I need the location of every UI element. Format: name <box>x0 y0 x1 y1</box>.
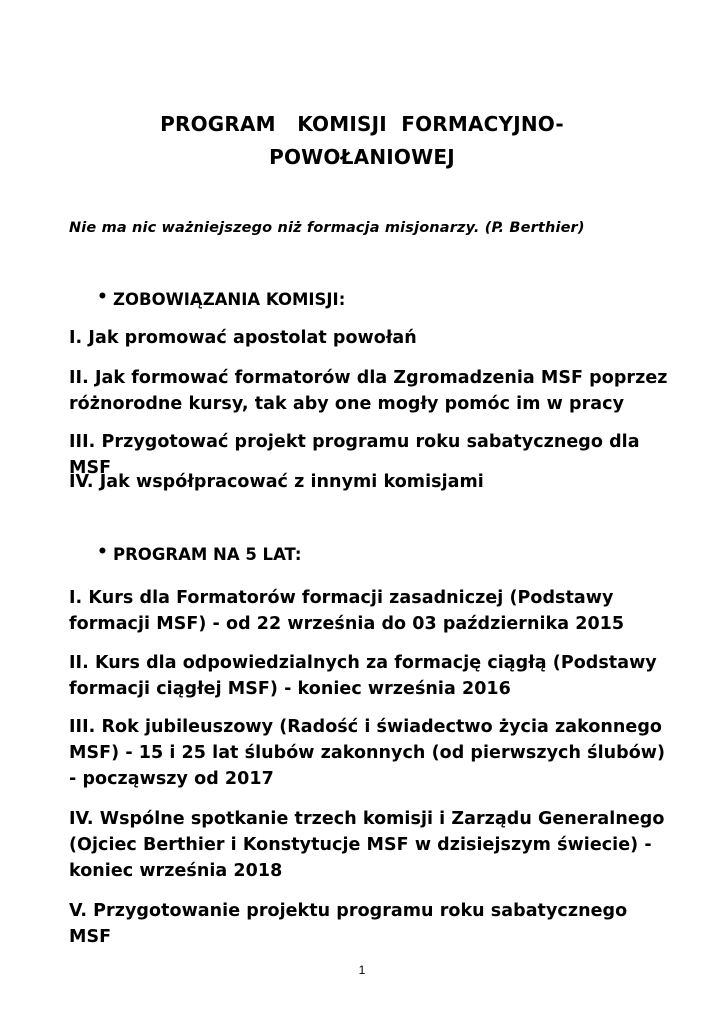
title-line-2: POWOŁANIOWEJ <box>269 145 455 169</box>
document-title <box>60 108 664 174</box>
bullet-icon: • <box>97 542 108 562</box>
program-item-4: IV. Wspólne spotkanie trzech komisji i Zarządu Generalnego (Ojciec Berthier i Konstytucje MSF w dzisiejszym świecie) - koniec września 2018 <box>69 809 665 881</box>
obligation-item-2: II. Jak formować formatorów dla Zgromadzenia MSF poprzez różnorodne kursy, tak aby one mogły pomóc im w pracy <box>69 368 668 414</box>
section-heading-program-label: PROGRAM NA 5 LAT: <box>113 545 302 564</box>
bullet-icon: • <box>97 287 108 307</box>
section-heading-program <box>97 544 302 566</box>
title-line-1: PROGRAM KOMISJI FORMACYJNO- <box>160 112 564 136</box>
page-number: 1 <box>358 963 366 977</box>
program-item-5: V. Przygotowanie projektu programu roku sabatycznego MSF <box>69 901 628 947</box>
obligation-item-1: I. Jak promować apostolat powołań <box>69 328 417 348</box>
obligation-item-3: III. Przygotować projekt programu roku sabatycznego dla MSF <box>69 432 640 478</box>
motto-quote: Nie ma nic ważniejszego niż formacja misjonarzy. (P. Berthier) <box>69 220 585 236</box>
program-item-3: III. Rok jubileuszowy (Radość i świadectwo życia zakonnego MSF) - 15 i 25 lat ślubów zakonnych (od pierwszych ślubów) - począwszy od 2017 <box>69 717 666 789</box>
program-item-2: II. Kurs dla odpowiedzialnych za formację ciągłą (Podstawy formacji ciągłej MSF) - koniec września 2016 <box>69 653 657 699</box>
program-item-1: I. Kurs dla Formatorów formacji zasadniczej (Podstawy formacji MSF) - od 22 września do 03 października 2015 <box>69 588 625 634</box>
section-heading-obligations <box>97 289 345 311</box>
section-heading-obligations-label: ZOBOWIĄZANIA KOMISJI: <box>113 290 346 309</box>
obligation-item-4: IV. Jak współpracować z innymi komisjami <box>69 472 484 492</box>
